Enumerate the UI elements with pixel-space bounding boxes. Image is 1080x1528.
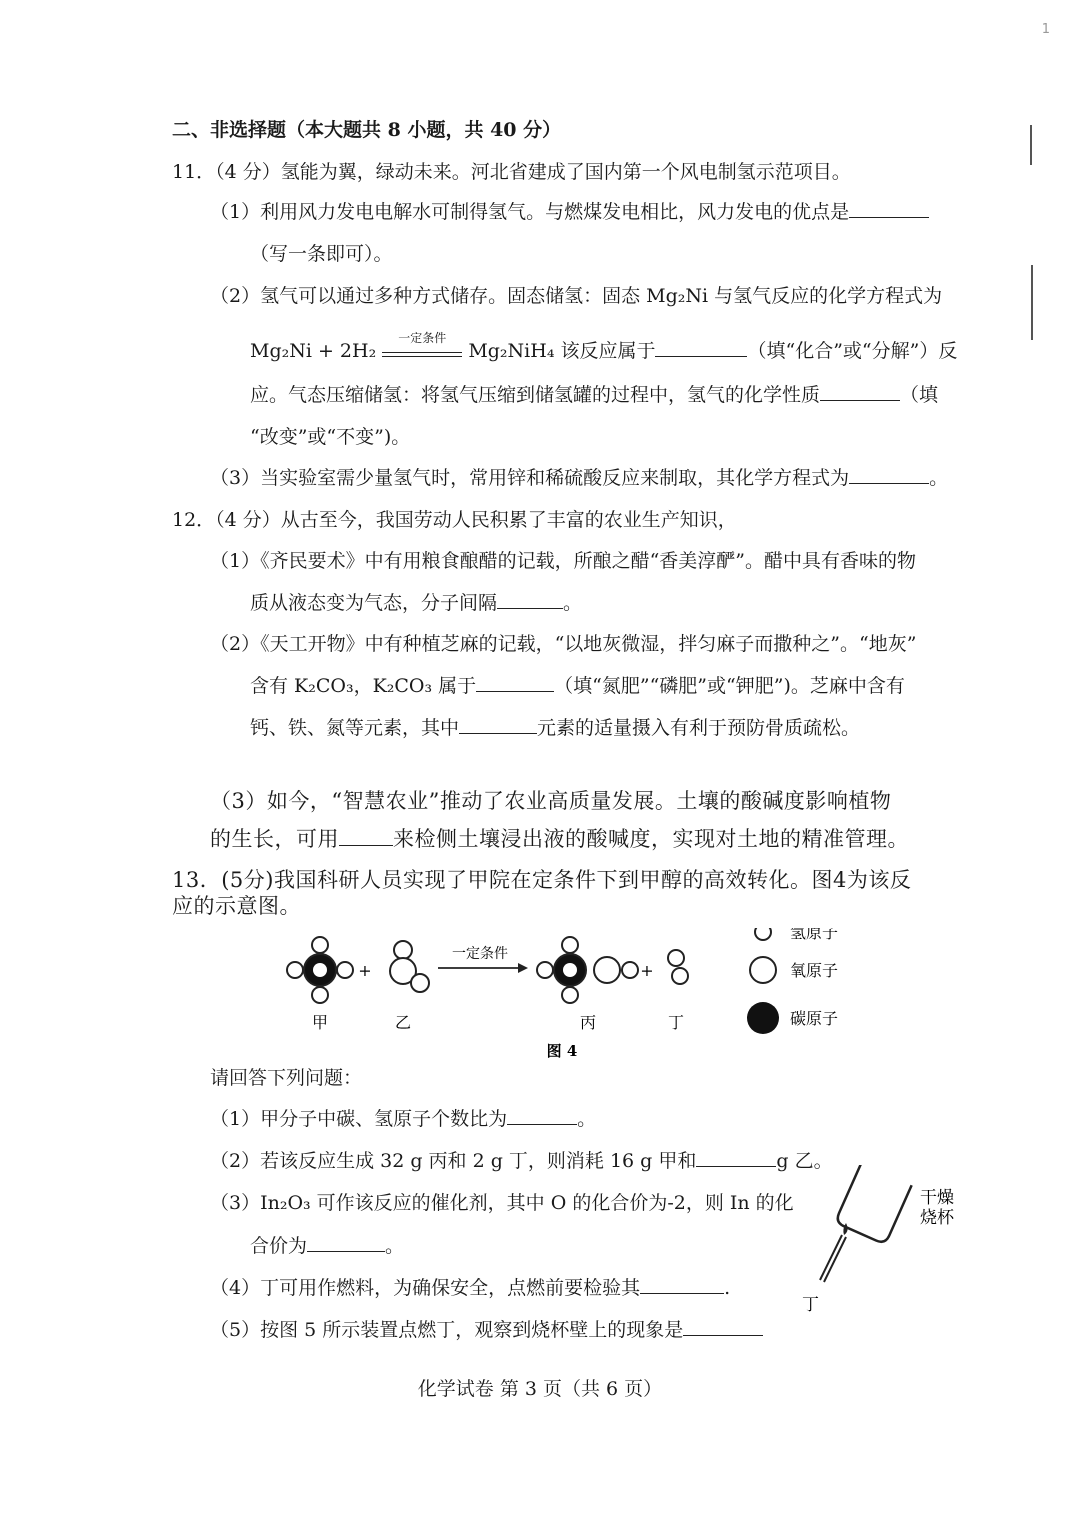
gas-label: 丁 (802, 1295, 819, 1315)
q11-p3-text: （3）当实验室需少量氢气时，常用锌和稀硫酸反应来制取，其化学方程式为 (210, 467, 850, 489)
label-jia: 甲 (311, 1013, 329, 1032)
q12-p2-line3-a: 钙、铁、氮等元素，其中 (250, 717, 460, 739)
equation-condition (382, 331, 462, 357)
q11-p2-line3-text: 应。气态压缩储氢：将氢气压缩到储氢罐的过程中，氢气的化学性质 (250, 384, 821, 406)
gas-tube (820, 1235, 842, 1280)
q12-p3-line2-a: 的生长，可用 (210, 827, 339, 851)
q12-p3-line2 (210, 826, 909, 852)
legend-hydrogen-icon (755, 928, 771, 940)
molecule-ding (668, 950, 688, 984)
answer-blank[interactable] (655, 338, 747, 357)
figure-4-diagram (270, 928, 870, 1062)
q11-p2-line1: （2）氢气可以通过多种方式储存。固态储氢：固态 Mg₂Ni 与氢气反应的化学方程式为 (210, 285, 943, 307)
page-corner-number: 1 (1041, 22, 1050, 37)
q13-stem-line1: 13．(5分)我国科研人员实现了甲院在定条件下到甲醇的高效转化。图4为该反 (172, 868, 912, 892)
equation-left: Mg₂Ni + 2H₂ (250, 340, 377, 362)
scan-edge-mark (1030, 125, 1032, 165)
q13-p3-line2-text: 合价为 (250, 1235, 308, 1257)
q12-stem: 12．（4 分）从古至今，我国劳动人民积累了丰富的农业生产知识， (172, 509, 737, 531)
q11-p1-line1 (210, 199, 929, 225)
answer-blank[interactable] (849, 465, 929, 484)
answer-blank[interactable] (307, 1233, 385, 1252)
dry-beaker-icon (835, 1165, 912, 1245)
q12-p3-line2-b: 来检侧土壤浸出液的酸喊度，实现对土地的精准管理。 (393, 827, 909, 851)
answer-blank[interactable] (507, 1106, 577, 1125)
molecule-bing (537, 937, 638, 1003)
answer-blank[interactable] (640, 1275, 724, 1294)
q12-p1-end: 。 (563, 592, 583, 614)
q13-prompt: 请回答下列问题： (210, 1067, 363, 1089)
legend-oxygen: 氧原子 (790, 961, 839, 980)
q13-p3-line1: （3）In₂O₃ 可作该反应的催化剂，其中 O 的化合价为-2，则 In 的化 (210, 1192, 794, 1214)
q11-p1-text: （1）利用风力发电电解水可制得氢气。与燃煤发电相比，风力发电的优点是 (210, 201, 850, 223)
q12-p2-line2-a: 含有 K₂CO₃，K₂CO₃ 属于 (250, 675, 477, 697)
q13-p4 (210, 1275, 730, 1301)
reaction-condition: 一定条件 (452, 946, 508, 962)
beaker-label-1: 干燥 (920, 1188, 954, 1208)
q13-p5 (210, 1317, 763, 1343)
answer-blank[interactable] (497, 590, 563, 609)
answer-blank[interactable] (476, 673, 554, 692)
plus-1: + (358, 961, 372, 980)
q13-p1-text: （1）甲分子中碳、氢原子个数比为 (210, 1108, 508, 1130)
label-yi: 乙 (394, 1013, 412, 1032)
legend-oxygen-icon (750, 957, 776, 983)
q12-p2-line2-b: （填“氮肥”“磷肥”或“钾肥”)。芝麻中含有 (554, 675, 905, 697)
answer-blank[interactable] (683, 1317, 763, 1336)
q11-p3-line1 (210, 465, 948, 491)
answer-blank[interactable] (339, 827, 393, 846)
answer-blank[interactable] (696, 1148, 776, 1167)
q13-p5-text: （5）按图 5 所示装置点燃丁，观察到烧杯壁上的现象是 (210, 1319, 684, 1341)
gas-tube-edge (824, 1237, 846, 1282)
answer-blank[interactable] (820, 382, 900, 401)
page-footer: 化学试卷 第 3 页（共 6 页） (417, 1378, 663, 1400)
q12-p2-line3-b: 元素的适量摄入有利于预防骨质疏松。 (537, 717, 861, 739)
q12-p2-line2 (250, 673, 905, 699)
q12-p1-line2-text: 质从液态变为气态，分子间隔 (250, 592, 498, 614)
q12-p3-line1: （3）如今，“智慧农业”推动了农业高质量发展。土壤的酸碱度影响植物 (210, 789, 892, 813)
q11-p2-equation-line (250, 331, 958, 364)
q11-p3-end: 。 (929, 467, 949, 489)
q11-p2-line4: “改变”或“不变”)。 (250, 426, 411, 448)
reaction-diagram (270, 928, 870, 1058)
q13-p4-text: （4）丁可用作燃料，为确保安全，点燃前要检验其 (210, 1277, 641, 1299)
beaker-label-2: 烧杯 (920, 1208, 954, 1228)
equation-arrow (382, 352, 462, 357)
q13-p4-end: . (724, 1277, 731, 1299)
q11-p2-mid: 该反应属于 (554, 340, 656, 362)
beaker-flame-diagram (790, 1165, 980, 1325)
plus-2: + (640, 961, 654, 980)
q13-p3-line2 (250, 1233, 404, 1259)
molecule-jia (287, 937, 353, 1003)
legend-carbon-icon (747, 1002, 779, 1034)
legend-carbon: 碳原子 (790, 1009, 839, 1028)
q13-p2-text: （2）若该反应生成 32 g 丙和 2 g 丁，则消耗 16 g 甲和 (210, 1150, 697, 1172)
section-title: 二、非选择题（本大题共 8 小题，共 40 分） (172, 119, 562, 141)
q11-p2-end: （填“化合”或“分解”）反 (747, 340, 958, 362)
q11-p2-line3 (250, 382, 938, 408)
answer-blank[interactable] (459, 715, 537, 734)
q12-p1-line2 (250, 590, 582, 616)
reaction-arrow-head (518, 963, 528, 973)
q13-p2-end: g 乙。 (776, 1150, 833, 1172)
label-ding: 丁 (667, 1013, 685, 1032)
q13-p1 (210, 1106, 596, 1132)
q13-p2 (210, 1148, 833, 1174)
q13-p1-end: 。 (577, 1108, 597, 1130)
molecule-yi (390, 941, 429, 992)
q12-p2-line1: （2）《天工开物》中有种植芝麻的记载，“以地灰微湿，拌匀麻子而撒种之”。“地灰” (210, 633, 917, 655)
answer-blank[interactable] (849, 199, 929, 218)
figure-caption: 图 4 (546, 1042, 578, 1058)
figure-5-apparatus (790, 1165, 980, 1329)
q11-p1-line2: （写一条即可）。 (250, 243, 393, 265)
q11-p2-line3-end: （填 (900, 384, 939, 406)
label-bing: 丙 (579, 1013, 597, 1032)
q11-stem: 11．（4 分）氢能为翼，绿动未来。河北省建成了国内第一个风电制氢示范项目。 (172, 161, 851, 183)
q13-p3-end: 。 (385, 1235, 405, 1257)
legend-hydrogen: 氢原子 (790, 928, 839, 942)
q13-stem-line2: 应的示意图。 (172, 894, 301, 918)
equation-condition-text: 一定条件 (398, 331, 447, 345)
q12-p2-line3 (250, 715, 860, 741)
q12-p1-line1: （1）《齐民要术》中有用粮食酿醋的记载，所酿之醋“香美淳酽”。醋中具有香味的物 (210, 550, 917, 572)
equation-right: Mg₂NiH₄ (468, 340, 555, 362)
scan-edge-mark (1031, 265, 1033, 340)
